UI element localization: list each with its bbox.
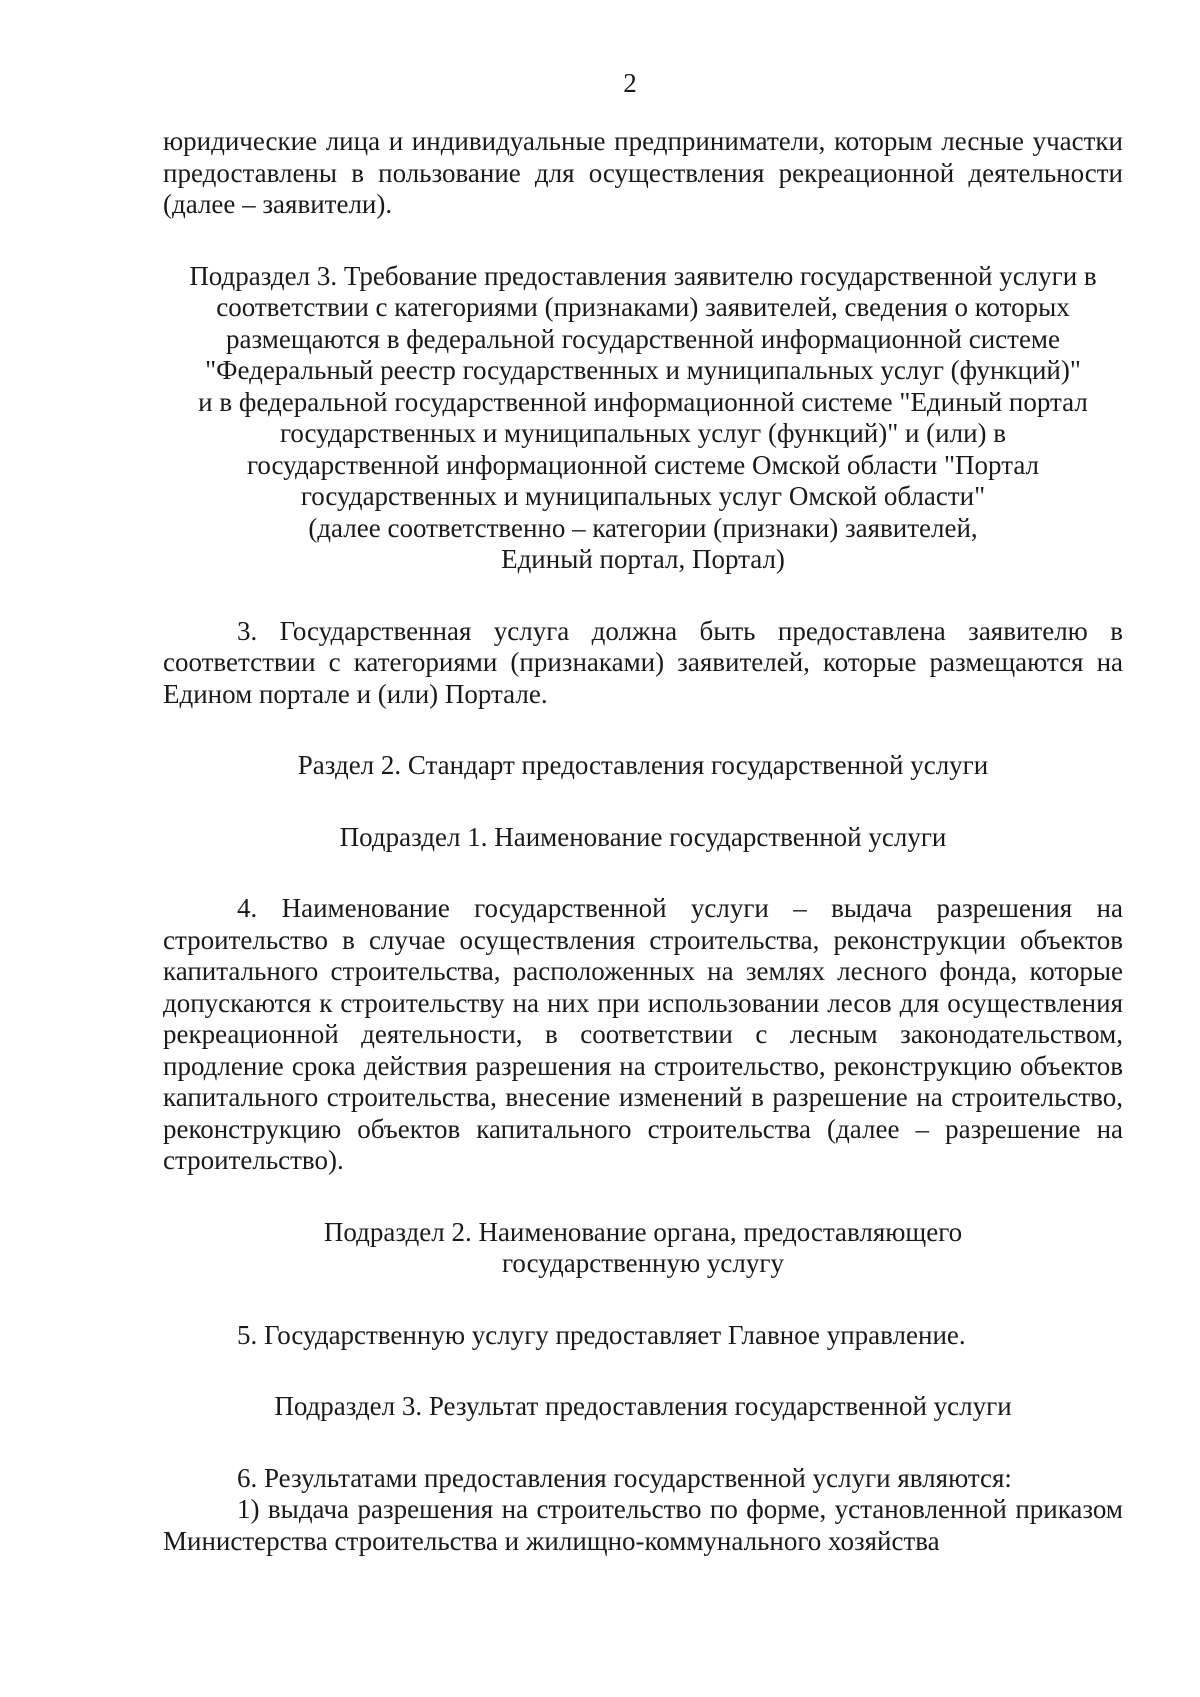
- heading-line: государственную услугу: [502, 1248, 784, 1278]
- subsection-3-result-heading: Подраздел 3. Результат предоставления государственной услуги: [274, 1391, 1012, 1421]
- intro-paragraph: юридические лица и индивидуальные предприниматели, которым лесные участки предоставлены в пользование для осуществления рекреационной деятельности (далее – заявители).: [163, 126, 1123, 219]
- paragraph-4: 4. Наименование государственной услуги – выдача разрешения на строительство в случае осуществления строительства, реконструкции объектов капитального строительства, расположенных на землях лесного фонда, которые допускаются к строительству на них при использовании лесов для осуществления рекреационной деятельности, в соответствии с лесным законодательством, продление срока действия разрешения на строительство, реконструкцию объектов капитального строительства, внесение изменений в разрешение на строительство, реконструкцию объектов капитального строительства (далее – разрешение на строительство).: [163, 893, 1123, 1175]
- heading-line: государственной информационной системе Омской области "Портал: [246, 449, 1040, 480]
- heading-line: соответствии с категориями (признаками) заявителей, сведения о которых: [216, 292, 1070, 322]
- subsection-2-heading: [163, 1217, 1123, 1280]
- heading-line: Подраздел 2. Наименование органа, предоставляющего: [323, 1216, 963, 1247]
- paragraph-3: 3. Государственная услуга должна быть предоставлена заявителю в соответствии с категориями (признаками) заявителей, которые размещаются на Едином портале и (или) Портале.: [163, 615, 1123, 709]
- subsection-3-heading: [163, 261, 1123, 576]
- heading-line: государственных и муниципальных услуг (функций)" и (или) в: [279, 418, 1007, 448]
- heading-line: размещаются в федеральной государственной информационной системе: [225, 323, 1061, 354]
- paragraph-6-item-1: 1) выдача разрешения на строительство по форме, установленной приказом Министерства строительства и жилищно-коммунального хозяйства: [163, 1494, 1123, 1556]
- subsection-1-heading: Подраздел 1. Наименование государственной услуги: [339, 821, 947, 852]
- heading-line: Подраздел 3. Требование предоставления заявителю государственной услуги в: [189, 260, 1097, 291]
- heading-line: "Федеральный реестр государственных и муниципальных услуг (функций)": [205, 355, 1081, 385]
- paragraph-5: 5. Государственную услугу предоставляет Главное управление.: [237, 1319, 966, 1350]
- section-2-heading: Раздел 2. Стандарт предоставления государственной услуги: [297, 750, 989, 780]
- heading-line: и в федеральной государственной информационной системе "Единый портал: [198, 386, 1088, 417]
- paragraph-6: 6. Результатами предоставления государственной услуги являются:: [237, 1462, 1012, 1493]
- page-number: 2: [623, 68, 637, 98]
- document-body: [163, 126, 1123, 1557]
- heading-line: (далее соответственно – категории (признаки) заявителей,: [308, 512, 978, 543]
- heading-line: государственных и муниципальных услуг Омской области": [300, 481, 986, 511]
- heading-line: Единый портал, Портал): [501, 544, 785, 574]
